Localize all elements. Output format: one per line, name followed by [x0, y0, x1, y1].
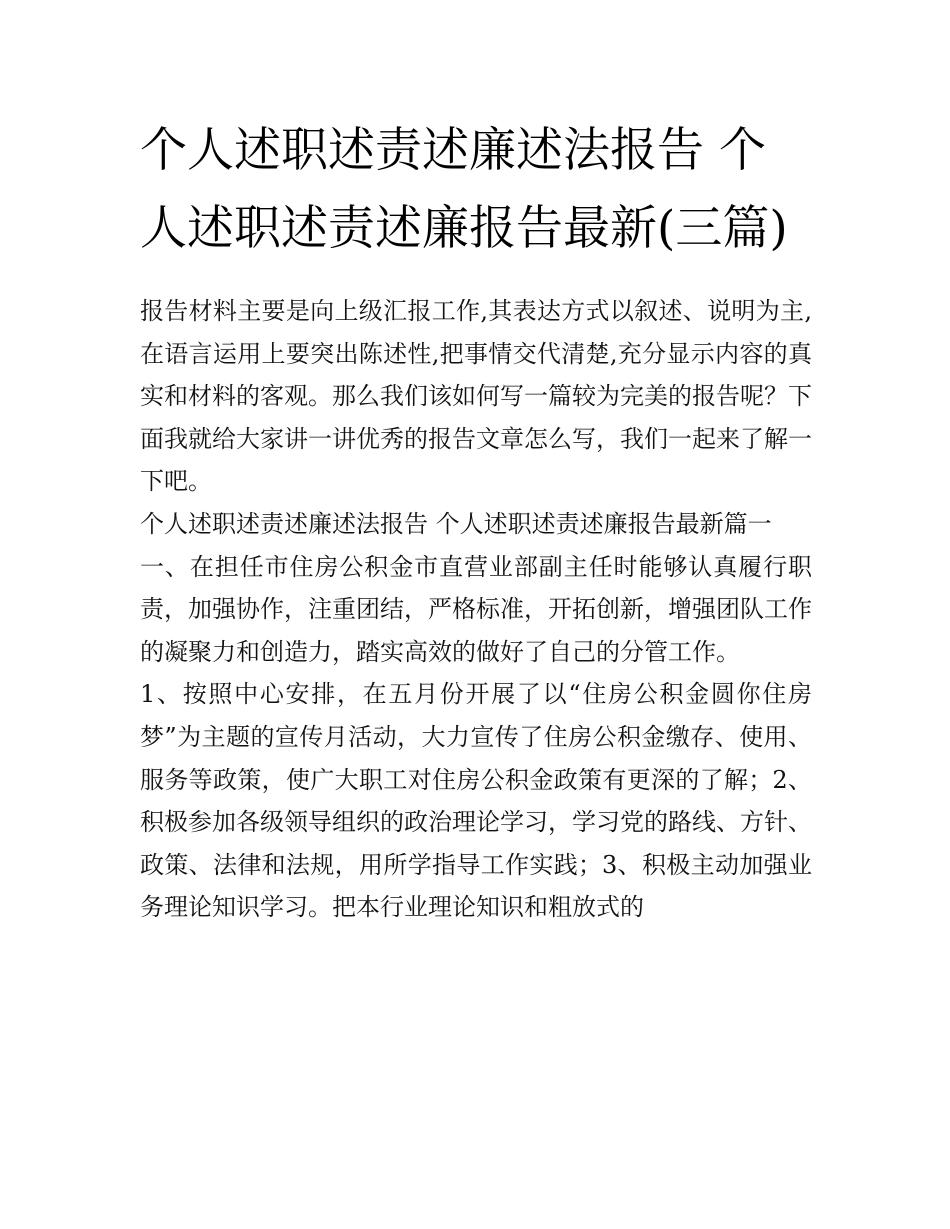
document-title: 个人述职述责述廉述法报告 个人述职述责述廉报告最新(三篇) — [140, 123, 788, 256]
document-body — [140, 290, 812, 929]
section-heading: 个人述职述责述廉述法报告 个人述职述责述廉报告最新篇一 — [140, 509, 772, 538]
intro-paragraph: 报告材料主要是向上级汇报工作,其表达方式以叙述、说明为主,在语言运用上要突出陈述性,把事情交代清楚,充分显示内容的真实和材料的客观。那么我们该如何写一篇较为完美的报告呢？下面我就给大家讲一讲优秀的报告文章怎么写，我们一起来了解一下吧。 — [140, 297, 812, 496]
document-page — [140, 112, 812, 929]
body-paragraph: 1、按照中心安排，在五月份开展了以“住房公积金圆你住房梦”为主题的宣传月活动，大力宣传了住房公积金缴存、使用、服务等政策，使广大职工对住房公积金政策有更深的了解；2、积极参加各级领导组织的政治理论学习，学习党的路线、方针、政策、法律和法规，用所学指导工作实践；3、积极主动加强业务理论知识学习。把本行业理论知识和粗放式的 — [140, 680, 812, 922]
body-paragraph: 一、在担任市住房公积金市直营业部副主任时能够认真履行职责，加强协作，注重团结，严格标准，开拓创新，增强团队工作的凝聚力和创造力，踏实高效的做好了自己的分管工作。 — [140, 552, 812, 666]
